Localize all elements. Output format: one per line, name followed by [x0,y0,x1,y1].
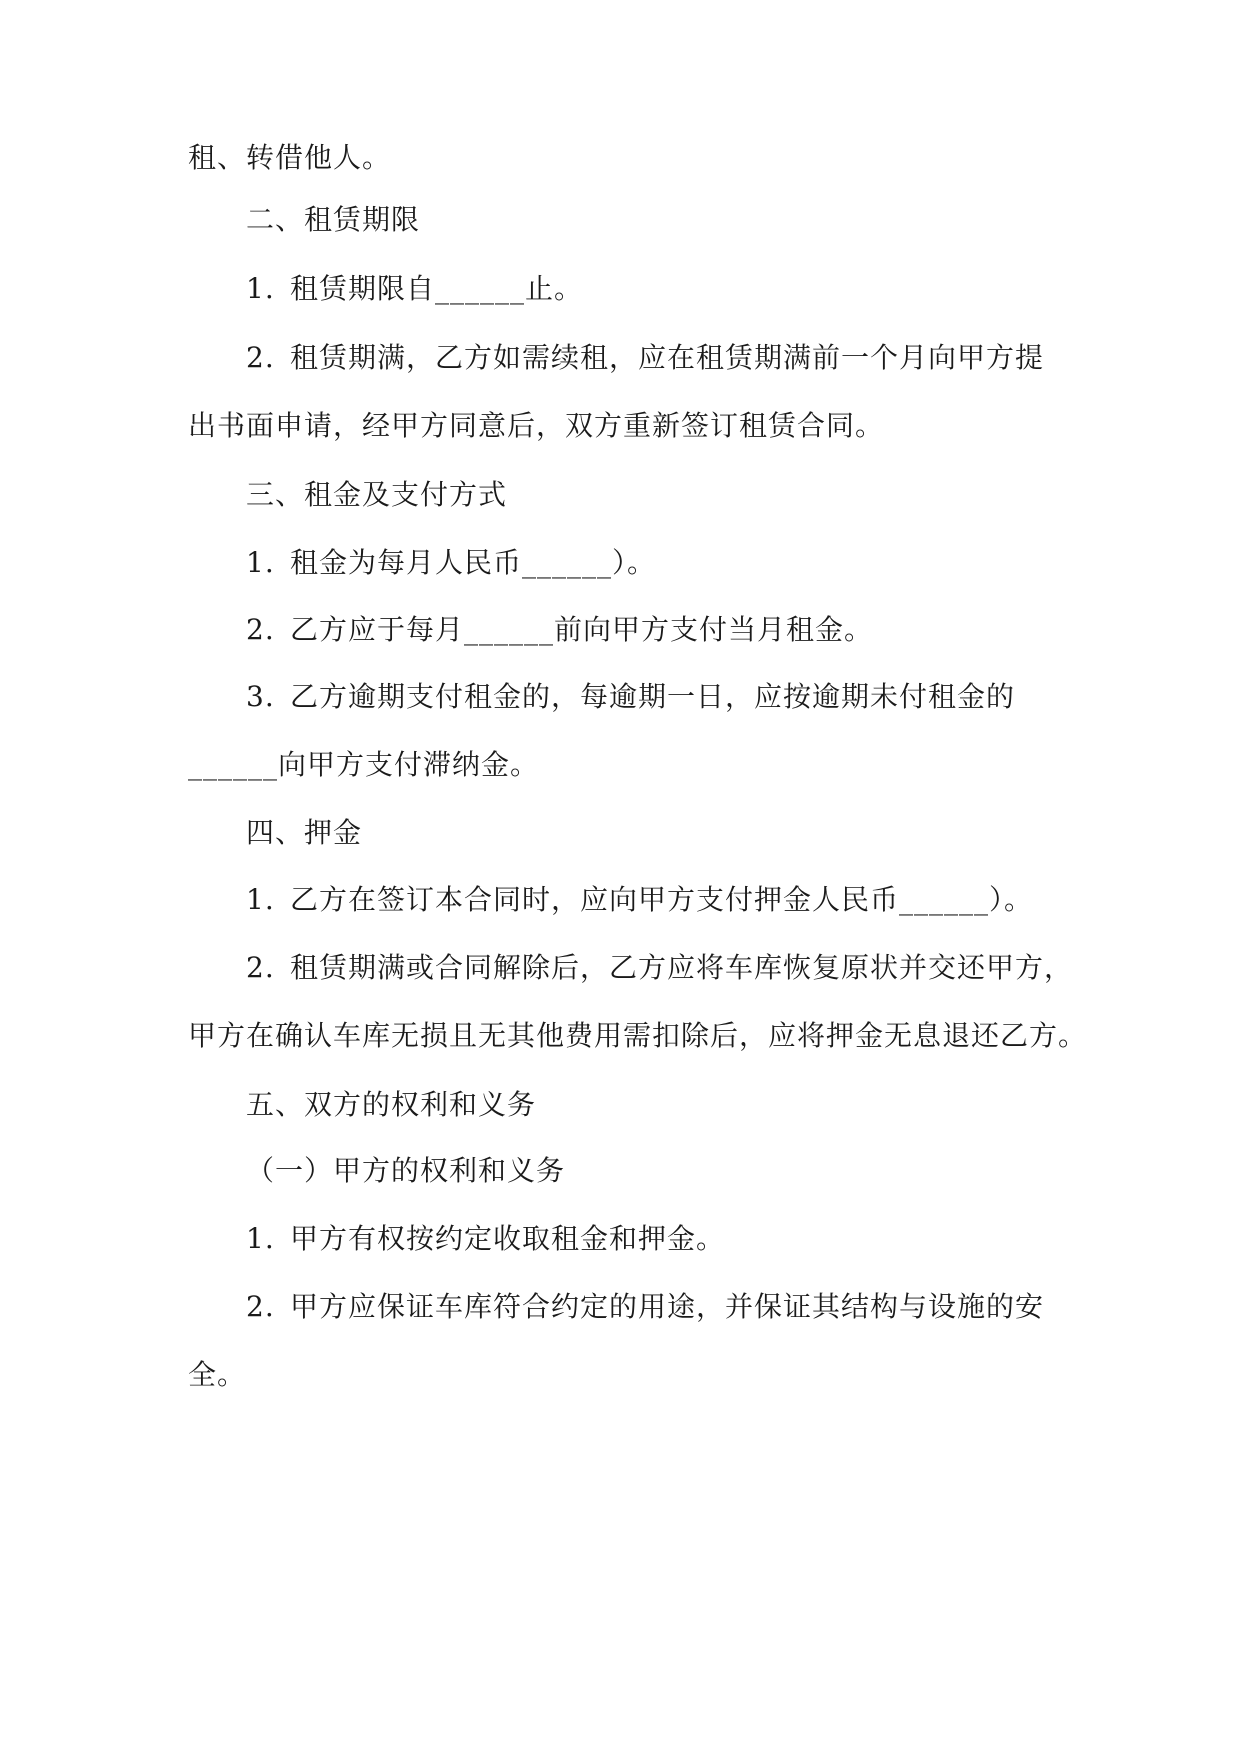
section-heading-4: 四、押金 [246,816,363,849]
clause-2-2 [246,340,1044,376]
clause-3-3-continuation: ______向甲方支付滞纳金。 [188,748,540,781]
clause-text: 甲方有权按约定收取租金和押金。 [290,1222,726,1255]
clause-number: 1. [246,883,275,916]
subsection-heading-5-1: （一）甲方的权利和义务 [246,1154,566,1187]
section-heading-2: 二、租赁期限 [246,203,421,236]
clause-number: 2. [246,341,275,374]
clause-number: 2. [246,1290,275,1323]
clause-4-2-continuation: 甲方在确认车库无损且无其他费用需扣除后，应将押金无息退还乙方。 [188,1019,1088,1052]
clause-text: 乙方在签订本合同时，应向甲方支付押金人民币______）。 [290,883,1034,916]
clause-4-1 [246,882,1033,918]
clause-5-1-2-continuation: 全。 [188,1358,247,1391]
clause-text: 甲方应保证车库符合约定的用途，并保证其结构与设施的安 [290,1290,1045,1323]
clause-2-1 [246,271,583,307]
clause-5-1-1 [246,1221,725,1257]
clause-text: 租金为每月人民币______）。 [290,546,657,579]
clause-text: 乙方应于每月______前向甲方支付当月租金。 [290,613,874,646]
clause-text: 租赁期限自______止。 [290,272,584,305]
clause-3-1 [246,545,656,581]
clause-number: 1. [246,1222,275,1255]
clause-number: 1. [246,272,275,305]
clause-text: 租赁期满，乙方如需续租，应在租赁期满前一个月向甲方提 [290,341,1045,374]
clause-text: 乙方逾期支付租金的，每逾期一日，应按逾期未付租金的 [290,680,1016,713]
clause-2-2-continuation: 出书面申请，经甲方同意后，双方重新签订租赁合同。 [188,409,885,442]
clause-3-3 [246,679,1015,715]
clause-4-2 [246,950,1073,986]
section-heading-3: 三、租金及支付方式 [246,478,508,511]
section-heading-5: 五、双方的权利和义务 [246,1088,537,1121]
clause-number: 3. [246,680,275,713]
clause-3-2 [246,612,873,648]
clause-text: 租赁期满或合同解除后，乙方应将车库恢复原状并交还甲方， [290,951,1074,984]
clause-number: 1. [246,546,275,579]
paragraph-continuation: 租、转借他人。 [188,141,392,174]
clause-number: 2. [246,613,275,646]
clause-number: 2. [246,951,275,984]
clause-5-1-2 [246,1289,1044,1325]
